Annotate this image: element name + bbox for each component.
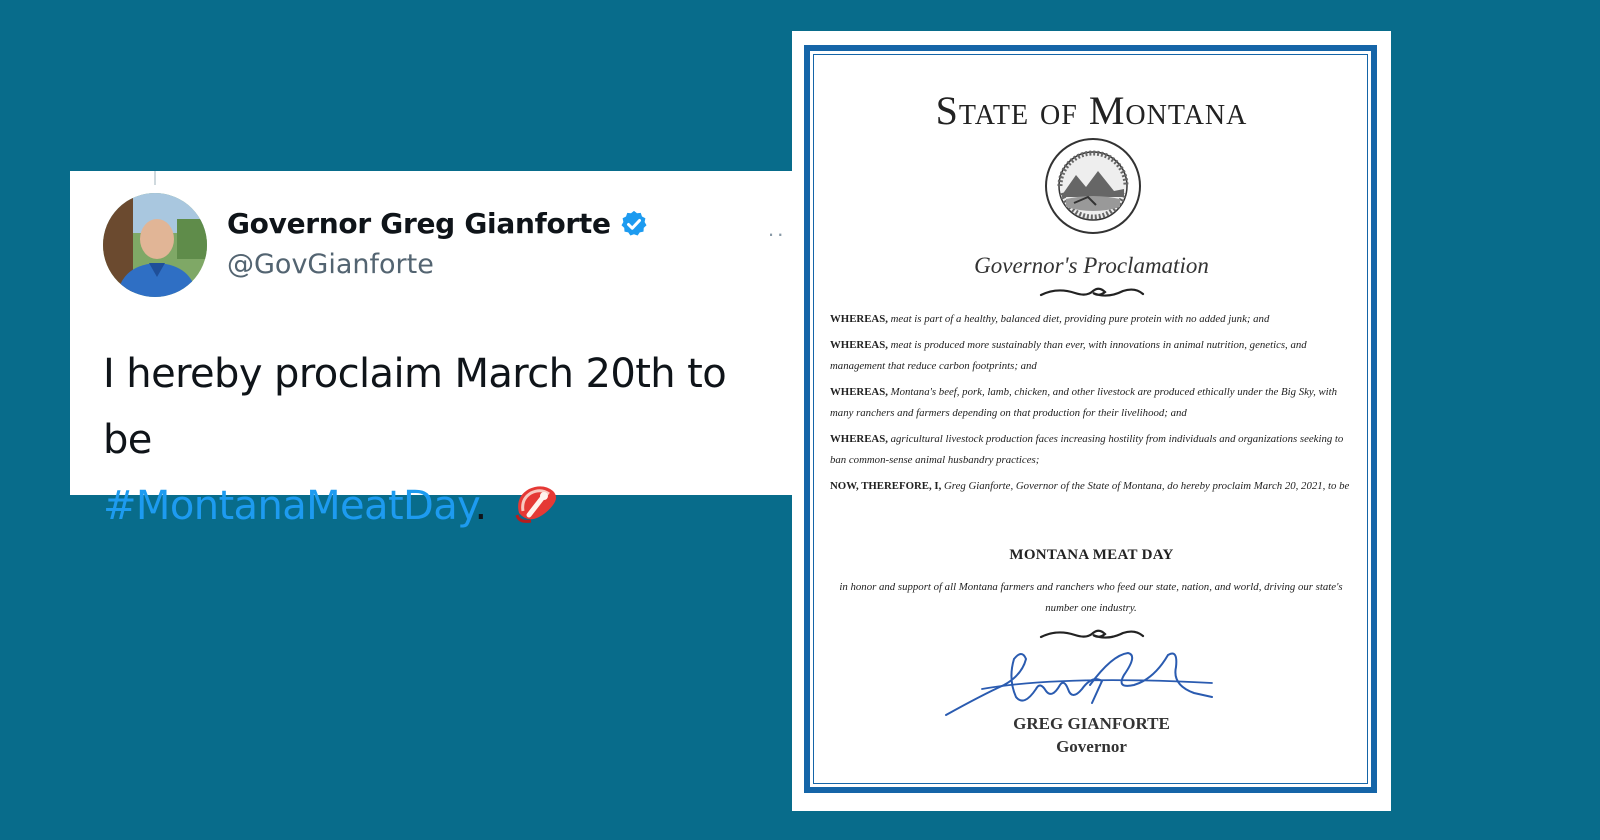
clause-5: NOW, THEREFORE, I, Greg Gianforte, Governor of the State of Montana, do hereby proclaim March 20, 2021, to be xyxy=(830,480,1350,492)
more-options-icon[interactable]: ·· xyxy=(767,221,786,246)
verified-badge-icon xyxy=(619,209,649,239)
tweet-text xyxy=(103,341,783,539)
user-handle[interactable]: @GovGianforte xyxy=(227,249,434,280)
clause-3: WHEREAS, Montana's beef, pork, lamb, chicken, and other livestock are produced ethically under the Big Sky, with many ranchers and farmers depending on that production for their livelihood; and xyxy=(830,386,1338,419)
signer-title: Governor xyxy=(1056,737,1127,756)
clause-1: WHEREAS, meat is part of a healthy, balanced diet, providing pure protein with no added junk; and xyxy=(830,313,1270,325)
document-heading: State of Montana xyxy=(935,88,1248,133)
state-seal xyxy=(1044,137,1142,235)
flourish-divider-top xyxy=(1037,283,1147,303)
honor-text: in honor and support of all Montana farmers and ranchers who feed our state, nation, and world, driving our state's number one industry. xyxy=(839,581,1343,614)
proclamation-document xyxy=(792,31,1391,811)
avatar[interactable] xyxy=(103,193,207,297)
hashtag-link[interactable]: #MontanaMeatDay xyxy=(103,483,475,529)
display-name[interactable]: Governor Greg Gianforte xyxy=(227,207,611,240)
tweet-card[interactable] xyxy=(70,171,792,529)
document-subheading: Governor's Proclamation xyxy=(974,253,1209,278)
tweet-trailing-punctuation: . xyxy=(474,483,487,529)
thread-line xyxy=(154,171,156,185)
flourish-divider-bottom xyxy=(1037,625,1147,645)
clause-4: WHEREAS, agricultural livestock production faces increasing hostility from individuals and organizations seeking to ban common-sense animal husbandry practices; xyxy=(830,433,1344,466)
proclamation-clauses xyxy=(830,309,1352,502)
clause-2: WHEREAS, meat is produced more sustainably than ever, with innovations in animal nutrition, genetics, and management that reduce carbon footprints; and xyxy=(830,339,1307,372)
tweet-text-main: I hereby proclaim March 20th to be xyxy=(103,351,727,463)
signer-block xyxy=(792,712,1391,758)
signer-name: GREG GIANFORTE xyxy=(1013,714,1170,733)
meat-emoji-icon xyxy=(513,483,559,525)
day-title: MONTANA MEAT DAY xyxy=(1009,547,1174,563)
